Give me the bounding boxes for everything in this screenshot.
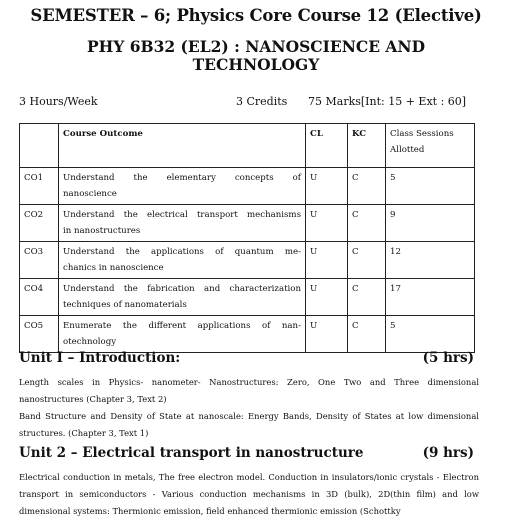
table-row [20, 316, 475, 353]
course-title-line2: TECHNOLOGY [192, 55, 320, 74]
co-cl: U [306, 316, 348, 353]
co-id: CO5 [20, 316, 59, 353]
course-title-line1: PHY 6B32 (EL2) : NANOSCIENCE AND [86, 37, 426, 56]
table-row [20, 168, 475, 205]
co-kc: C [348, 168, 386, 205]
co-line2: techniques of nanomaterials [63, 300, 187, 310]
co-line1: Understand the applications of quantum me- [63, 247, 301, 257]
co-id: CO1 [20, 168, 59, 205]
unit2-hours: (9 hrs) [422, 445, 474, 461]
co-kc: C [348, 316, 386, 353]
unit1-paragraph1: Length scales in Physics- nanometer- Nanostructures: Zero, One Two and Three dimensional nanostructures (Chapter 3, Text 2) [19, 377, 479, 404]
course-title [0, 38, 512, 74]
header-kc: KC [348, 124, 386, 168]
unit1-hours: (5 hrs) [422, 350, 474, 366]
co-cl: U [306, 168, 348, 205]
table-row [20, 279, 475, 316]
co-description [59, 242, 306, 279]
co-kc: C [348, 242, 386, 279]
co-line1: Understand the electrical transport mechanisms [63, 210, 301, 220]
header-id [20, 124, 59, 168]
unit2-paragraph1: Electrical conduction in metals, The free electron model. Conduction in insulators/ionic crystals - Electron transport in semiconductors - Various conduction mechanisms in 3D (bulk), 2D(thin film) and low dimensional systems: Thermionic emission, field enhanced thermionic emission (Schottky [19, 472, 479, 516]
co-description [59, 279, 306, 316]
credits: 3 Credits [236, 95, 288, 108]
co-description [59, 205, 306, 242]
co-line1: Understand the elementary concepts of [63, 173, 301, 183]
unit2-heading [19, 445, 474, 461]
co-cl: U [306, 242, 348, 279]
co-kc: C [348, 279, 386, 316]
unit2-title: Unit 2 – Electrical transport in nanostructure [19, 445, 364, 461]
unit1-heading [19, 350, 474, 366]
co-sessions: 17 [386, 279, 475, 316]
marks: 75 Marks[Int: 15 + Ext : 60] [308, 95, 467, 108]
co-description [59, 168, 306, 205]
co-line2: in nanostructures [63, 226, 141, 236]
co-sessions: 9 [386, 205, 475, 242]
co-line2: nanoscience [63, 189, 117, 199]
co-line1: Enumerate the different applications of nan- [63, 321, 301, 331]
table-header-row [20, 124, 475, 168]
co-description [59, 316, 306, 353]
co-kc: C [348, 205, 386, 242]
co-line1: Understand the fabrication and characterization [63, 284, 301, 294]
header-cl: CL [306, 124, 348, 168]
header-sessions: Class Sessions Allotted [386, 124, 475, 168]
table-row [20, 205, 475, 242]
unit1-paragraph2: Band Structure and Density of State at nanoscale: Energy Bands, Density of States at low dimensional structures. (Chapter 3, Text 1) [19, 411, 479, 438]
table-row [20, 242, 475, 279]
course-outcome-table [19, 123, 475, 353]
unit1-title: Unit I – Introduction: [19, 350, 181, 366]
header-course-outcome: Course Outcome [59, 124, 306, 168]
co-cl: U [306, 279, 348, 316]
hours-per-week: 3 Hours/Week [19, 95, 98, 108]
co-sessions: 5 [386, 316, 475, 353]
co-sessions: 12 [386, 242, 475, 279]
semester-heading: SEMESTER – 6; Physics Core Course 12 (Elective) [30, 6, 482, 25]
co-line2: chanics in nanoscience [63, 263, 164, 273]
co-sessions: 5 [386, 168, 475, 205]
co-id: CO4 [20, 279, 59, 316]
co-id: CO2 [20, 205, 59, 242]
co-line2: otechnology [63, 337, 117, 347]
co-id: CO3 [20, 242, 59, 279]
co-cl: U [306, 205, 348, 242]
